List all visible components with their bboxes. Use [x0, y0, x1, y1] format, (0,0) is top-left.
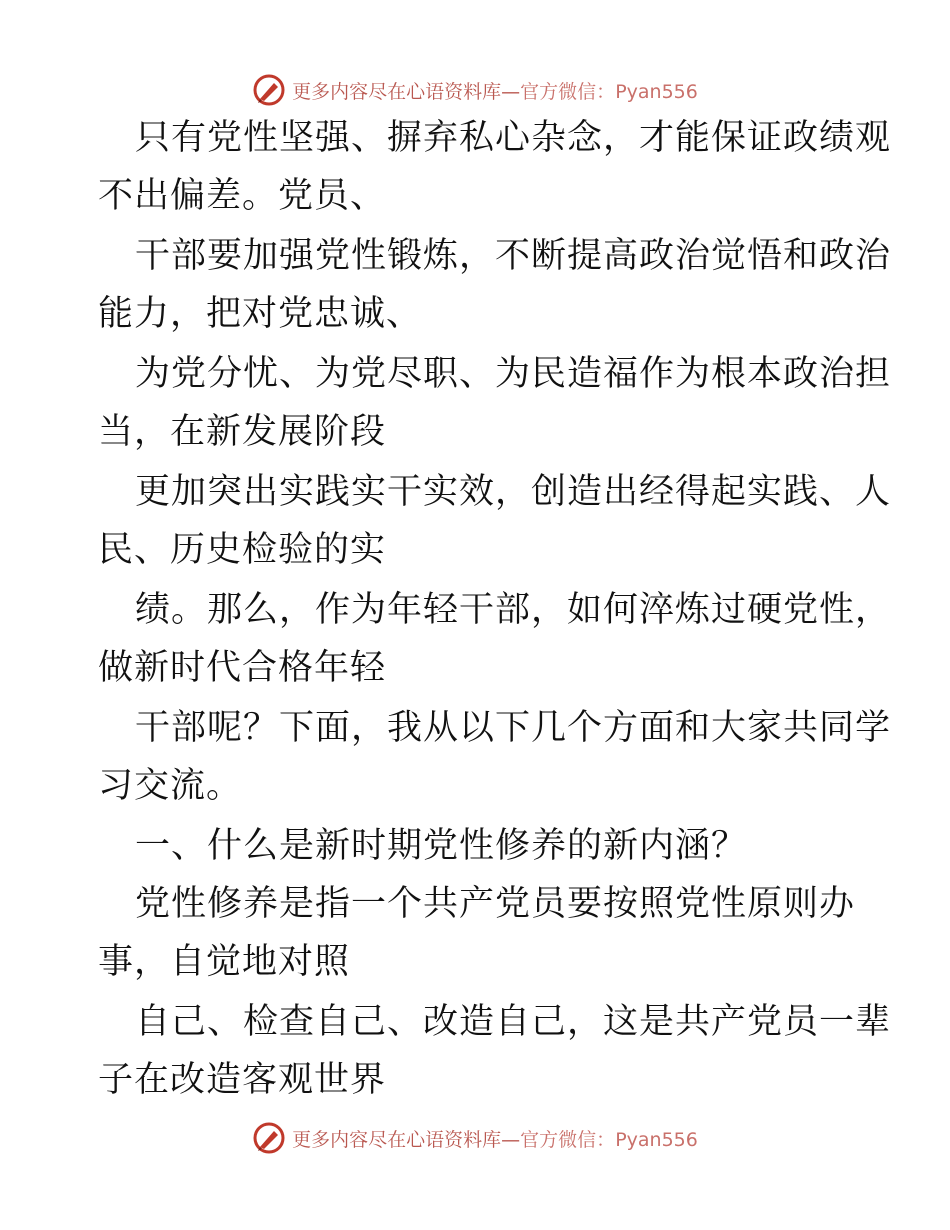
header-banner-text — [292, 77, 698, 104]
body-line: 能力，把对党忠诚、 — [98, 294, 423, 334]
footer-banner-text — [292, 1125, 698, 1152]
footer-banner — [0, 1118, 950, 1158]
body-line: 不出偏差。党员、 — [98, 176, 387, 216]
body-line: 习交流。 — [98, 766, 243, 806]
footer-wechat-id: Pyan556 — [615, 1128, 698, 1151]
footer-wechat-label: 官方微信： — [520, 1128, 616, 1151]
body-line: 干部呢？下面，我从以下几个方面和大家共同学 — [135, 708, 892, 748]
header-wechat-label: 官方微信： — [520, 80, 616, 103]
header-banner-slogan: 更多内容尽在心语资料库— — [292, 80, 521, 103]
red-pen-logo-icon — [252, 1121, 286, 1155]
body-line: 干部要加强党性锻炼，不断提高政治觉悟和政治 — [135, 236, 892, 276]
body-line: 只有党性坚强、摒弃私心杂念，才能保证政绩观 — [135, 118, 892, 158]
body-line: 做新时代合格年轻 — [98, 648, 387, 688]
body-line: 民、历史检验的实 — [98, 530, 387, 570]
body-line: 党性修养是指一个共产党员要按照党性原则办 — [135, 884, 856, 924]
header-banner — [0, 70, 950, 110]
footer-banner-slogan: 更多内容尽在心语资料库— — [292, 1128, 521, 1151]
header-wechat-id: Pyan556 — [615, 80, 698, 103]
red-pen-logo-icon — [252, 73, 286, 107]
body-line: 更加突出实践实干实效，创造出经得起实践、人 — [135, 472, 892, 512]
body-line: 事，自觉地对照 — [98, 942, 351, 982]
section-heading: 一、什么是新时期党性修养的新内涵？ — [135, 826, 748, 866]
body-line: 当，在新发展阶段 — [98, 412, 387, 452]
body-line: 为党分忧、为党尽职、为民造福作为根本政治担 — [135, 354, 892, 394]
body-line: 自己、检查自己、改造自己，这是共产党员一辈 — [135, 1002, 892, 1042]
body-line: 绩。那么，作为年轻干部，如何淬炼过硬党性， — [135, 590, 892, 630]
body-line: 子在改造客观世界 — [98, 1060, 387, 1100]
